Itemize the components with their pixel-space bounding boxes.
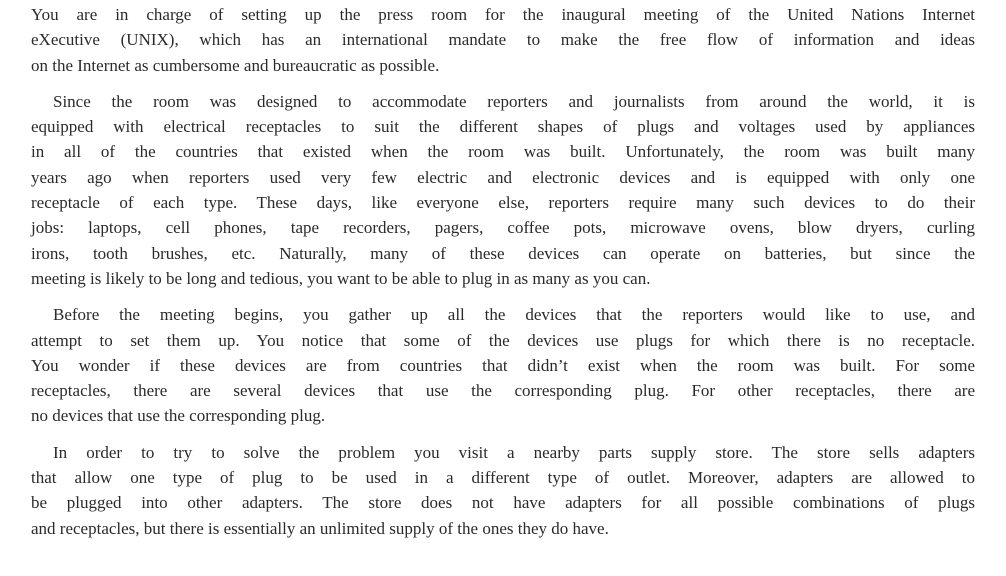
text-line: attempt to set them up. You notice that some of the devices use plugs for which there is no receptacle. — [31, 330, 975, 350]
text-line: and receptacles, but there is essentially an unlimited supply of the ones they do have. — [31, 518, 609, 538]
text-line: on the Internet as cumbersome and bureaucratic as possible. — [31, 55, 440, 75]
text-line: be plugged into other adapters. The store does not have adapters for all possible combinations of plugs — [31, 493, 975, 513]
text-line: eXecutive (UNIX), which has an international mandate to make the free flow of information and ideas — [31, 30, 975, 50]
paragraph-4 — [31, 440, 975, 541]
text-line: receptacle of each type. These days, like everyone else, reporters require many such devices to do their — [31, 193, 975, 213]
text-line: equipped with electrical receptacles to suit the different shapes of plugs and voltages used by appliances — [31, 117, 975, 137]
text-line: in all of the countries that existed when the room was built. Unfortunately, the room was built many — [31, 142, 975, 162]
text-line: meeting is likely to be long and tedious, you want to be able to plug in as many as you can. — [31, 268, 651, 288]
document-body — [31, 2, 975, 541]
text-line: years ago when reporters used very few electric and electronic devices and is equipped with only one — [31, 167, 975, 187]
text-line: no devices that use the corresponding plug. — [31, 406, 326, 426]
text-line: receptacles, there are several devices that use the corresponding plug. For other receptacles, there are — [31, 381, 975, 401]
text-line: You are in charge of setting up the press room for the inaugural meeting of the United Nations Internet — [31, 5, 975, 24]
text-line: Since the room was designed to accommodate reporters and journalists from around the world, it is — [53, 91, 975, 111]
text-line: Before the meeting begins, you gather up all the devices that the reporters would like to use, and — [53, 305, 975, 325]
text-line: You wonder if these devices are from countries that didn’t exist when the room was built. For some — [31, 355, 975, 375]
text-line: irons, tooth brushes, etc. Naturally, many of these devices can operate on batteries, but since the — [31, 243, 975, 263]
paragraph-3 — [31, 302, 975, 428]
paragraph-2 — [31, 89, 975, 291]
text-line: that allow one type of plug to be used in a different type of outlet. Moreover, adapters are allowed to — [31, 468, 975, 488]
paragraph-1 — [31, 2, 975, 78]
text-line: In order to try to solve the problem you visit a nearby parts supply store. The store sells adapters — [53, 442, 975, 462]
text-line: jobs: laptops, cell phones, tape recorders, pagers, coffee pots, microwave ovens, blow dryers, curling — [31, 218, 975, 238]
